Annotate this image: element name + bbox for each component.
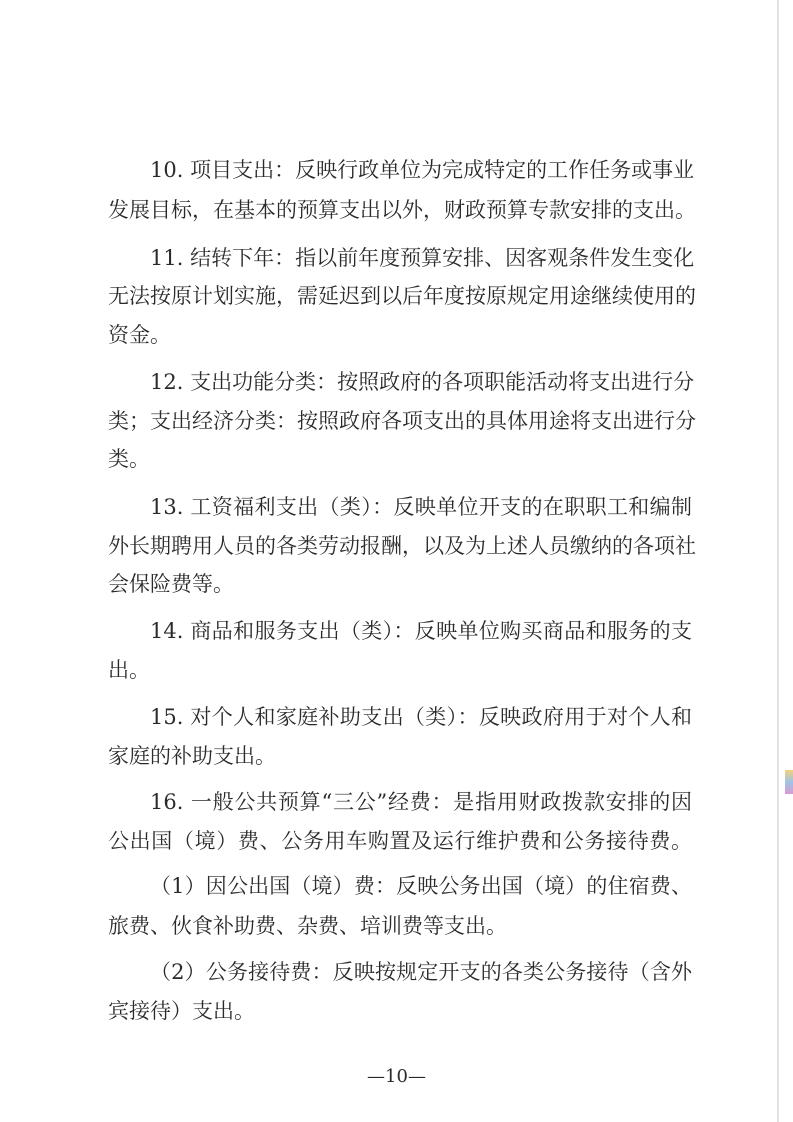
paragraph-16-line-2: 公出国（境）费、公务用车购置及运行维护费和公务接待费。: [108, 829, 692, 853]
paragraph-10-line-2: 发展目标，在基本的预算支出以外，财政预算专款安排的支出。: [108, 198, 696, 222]
paragraph-11-line-3: 资金。: [108, 323, 171, 347]
paragraph-11-line-2: 无法按原计划实施，需延迟到以后年度按原规定用途继续使用的: [108, 284, 696, 308]
paragraph-13-line-3: 会保险费等。: [108, 572, 234, 596]
paragraph-11-line-1: 11. 结转下年：指以前年度预算安排、因客观条件发生变化: [150, 246, 695, 270]
paragraph-16-1-line-1: （1）因公出国（境）费：反映公务出国（境）的住宿费、: [150, 874, 692, 898]
paragraph-14-line-1: 14. 商品和服务支出（类）：反映单位购买商品和服务的支: [150, 619, 692, 643]
paragraph-16-1-line-2: 旅费、伙食补助费、杂费、培训费等支出。: [108, 914, 507, 938]
scan-edge-line: [777, 0, 779, 1122]
paragraph-12-line-1: 12. 支出功能分类：按照政府的各项职能活动将支出进行分: [150, 370, 695, 394]
paragraph-12-line-2: 类；支出经济分类：按照政府各项支出的具体用途将支出进行分: [108, 409, 696, 433]
paragraph-16-line-1: 16. 一般公共预算“三公”经费：是指用财政拨款安排的因: [150, 790, 692, 814]
paragraph-10-line-1: 10. 项目支出：反映行政单位为完成特定的工作任务或事业: [150, 158, 695, 182]
paragraph-12-line-3: 类。: [108, 447, 150, 471]
paragraph-16-2-line-1: （2）公务接待费：反映按规定开支的各类公务接待（含外: [150, 960, 692, 984]
paragraph-15-line-1: 15. 对个人和家庭补助支出（类）：反映政府用于对个人和: [150, 705, 692, 729]
scan-color-mark: [785, 770, 793, 794]
page-number: —10—: [367, 1066, 426, 1087]
paragraph-15-line-2: 家庭的补助支出。: [108, 744, 276, 768]
paragraph-16-2-line-2: 宾接待）支出。: [108, 999, 255, 1023]
paragraph-13-line-1: 13. 工资福利支出（类）：反映单位开支的在职职工和编制: [150, 495, 692, 519]
paragraph-14-line-2: 出。: [108, 658, 150, 682]
paragraph-13-line-2: 外长期聘用人员的各类劳动报酬，以及为上述人员缴纳的各项社: [108, 534, 696, 558]
